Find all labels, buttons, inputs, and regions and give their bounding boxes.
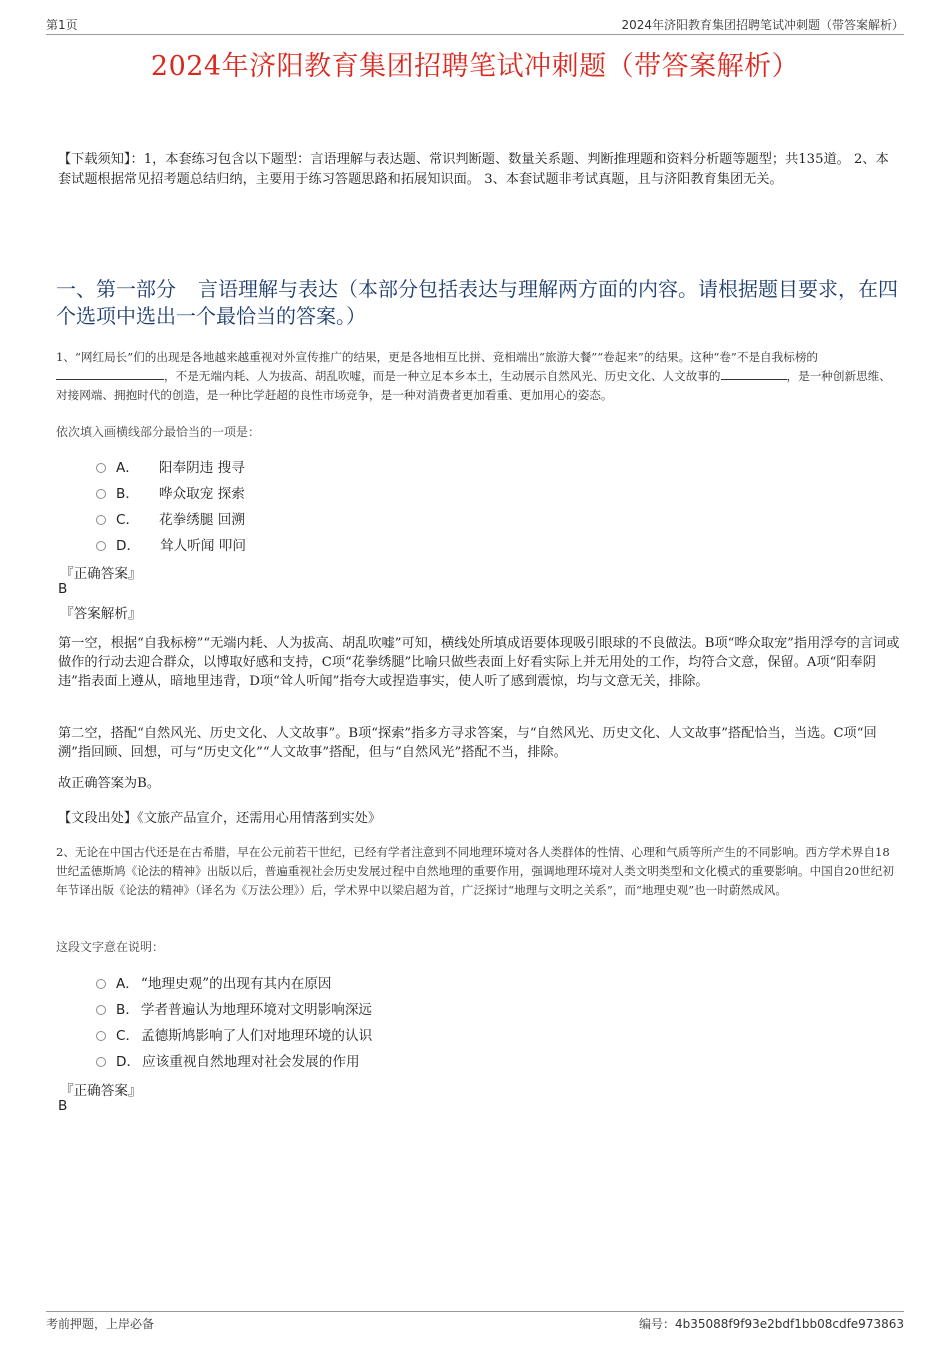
option-c[interactable]: C． 孟德斯鸠影响了人们对地理环境的认识 <box>96 1021 372 1047</box>
section-heading <box>56 276 900 330</box>
question-1-options <box>96 453 246 557</box>
analysis-paragraph-2: 第二空，搭配“自然风光、历史文化、人文故事”。B项“探索”指多方寻求答案，与“自然风光、历史文化、人文故事”搭配恰当，当选。C项“回溯”指回顾、回想，可与“历史文化”“人文故事”搭配，但与“自然风光”搭配不当，排除。 <box>58 726 877 760</box>
radio-button-icon[interactable] <box>96 489 106 499</box>
radio-button-icon[interactable] <box>96 979 106 989</box>
analysis-conclusion: 故正确答案为B。 <box>58 776 161 791</box>
answer-blank-2 <box>721 367 787 380</box>
question-2-prompt: 这段文字意在说明： <box>56 940 165 954</box>
option-d[interactable]: D． 耸人听闻 叩问 <box>96 531 246 557</box>
option-c[interactable]: C． 花拳绣腿 回溯 <box>96 505 246 531</box>
footer-slogan: 考前押题，上岸必备 <box>46 1317 155 1331</box>
correct-answer-value: B <box>58 581 68 597</box>
section-description: 言语理解与表达（本部分包括表达与理解两方面的内容。请根据题目要求，在四个选项中选出一个最恰当的答案。） <box>56 277 898 328</box>
option-b[interactable]: B． 哗众取宠 探索 <box>96 479 246 505</box>
page-footer <box>46 1311 904 1332</box>
radio-button-icon[interactable] <box>96 463 106 473</box>
option-a[interactable]: A． 阳奉阴违 搜寻 <box>96 453 246 479</box>
radio-button-icon[interactable] <box>96 1057 106 1067</box>
correct-answer-label: 『正确答案』 <box>60 566 142 582</box>
question-2-stem: 2、无论在中国古代还是在古希腊，早在公元前若干世纪，已经有学者注意到不同地理环境对各人类群体的性情、心理和气质等所产生的不同影响。西方学术界自18世纪孟德斯鸠《论法的精神》出版以后，普遍重视社会历史发展过程中自然地理的重要作用，强调地理环境对人类文明类型和文化模式的重要影响。中国自20世纪初年节译出版《论法的精神》（译名为《万法公理》）后，学术界中以梁启超为首，广泛探讨“地理与文明之关系”，而“地理史观”也一时蔚然成风。 <box>56 845 894 897</box>
radio-button-icon[interactable] <box>96 1005 106 1015</box>
answer-analysis-label: 『答案解析』 <box>60 606 142 622</box>
analysis-paragraph-1: 第一空，根据“自我标榜”“无端内耗、人为拔高、胡乱吹嘘”可知，横线处所填成语要体现吸引眼球的不良做法。B项“哗众取宠”指用浮夸的言词或做作的行动去迎合群众，以博取好感和支持，C项“花拳绣腿”比喻只做些表面上好看实际上并无用处的工作，均符合文意，保留。A项“阳奉阴违”指表面上遵从，暗地里违背，D项“耸人听闻”指夸大或捏造事实，使人听了感到震惊，均与文意无关，排除。 <box>58 636 900 689</box>
option-a[interactable]: A． “地理史观”的出现有其内在原因 <box>96 969 372 995</box>
question-1-stem: 1、“网红局长”们的出现是各地越来越重视对外宣传推广的结果，更是各地相互比拼、竞相端出“旅游大餐”“卷起来”的结果。这种“卷”不是自我标榜的 ，不是无端内耗、人为拔高、胡乱吹嘘，而是一种立足本乡本土，生动展示自然风光、历史文化、人文故事的 ，是一种创新思维、对接网端、拥抱时代的创造，是一种比学赶超的良性市场竞争，是一种对消费者更加看重、更加用心的姿态。 <box>56 350 891 402</box>
header-doc-title: 2024年济阳教育集团招聘笔试冲刺题（带答案解析） <box>621 18 904 32</box>
radio-button-icon[interactable] <box>96 541 106 551</box>
radio-button-icon[interactable] <box>96 1031 106 1041</box>
correct-answer-label: 『正确答案』 <box>60 1083 142 1099</box>
section-number: 一、第一部分 <box>56 277 176 301</box>
download-notice: 【下载须知】：1，本套练习包含以下题型：言语理解与表达题、常识判断题、数量关系题、判断推理题和资料分析题等题型；共135道。 2、本套试题根据常见招考题总结归纳，主要用于练习答题思路和拓展知识面。 3、本套试题非考试真题，且与济阳教育集团无关。 <box>58 152 889 187</box>
page-title: 2024年济阳教育集团招聘笔试冲刺题（带答案解析） <box>150 51 800 82</box>
radio-button-icon[interactable] <box>96 515 106 525</box>
question-2-options <box>96 969 372 1073</box>
option-b[interactable]: B． 学者普遍认为地理环境对文明影响深远 <box>96 995 372 1021</box>
answer-blank-1 <box>56 367 164 380</box>
text-source: 【文段出处】《文旅产品宣介，还需用心用情落到实处》 <box>58 811 382 826</box>
page-number: 第1页 <box>46 18 78 32</box>
question-1-prompt: 依次填入画横线部分最恰当的一项是： <box>56 425 261 439</box>
document-serial: 编号：4b35088f9f93e2bdf1bb08cdfe973863 <box>638 1317 904 1331</box>
correct-answer-value: B <box>58 1098 68 1114</box>
page-header <box>46 14 904 35</box>
option-d[interactable]: D． 应该重视自然地理对社会发展的作用 <box>96 1047 372 1073</box>
